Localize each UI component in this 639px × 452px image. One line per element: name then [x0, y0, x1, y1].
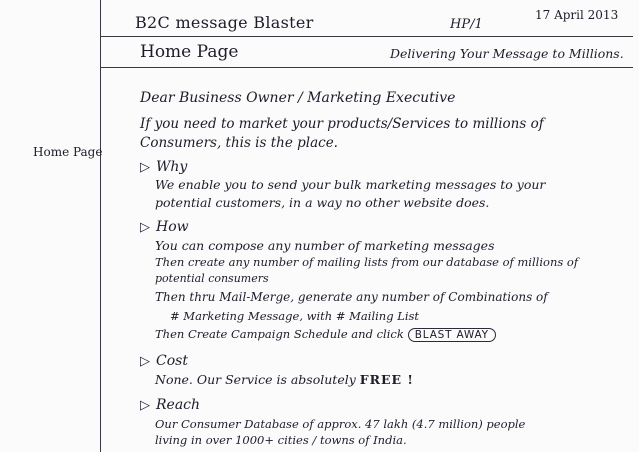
why-line-2: potential customers, in a way no other website does.: [155, 195, 490, 210]
section-why-label: Why: [156, 159, 188, 175]
how-line-5: # Marketing Message, with # Mailing List: [170, 309, 420, 323]
title-rule: [100, 67, 633, 68]
how-line-3: potential consumers: [155, 272, 269, 285]
how-line-2: Then create any number of mailing lists from our database of millions of: [155, 255, 579, 269]
section-cost-heading: [140, 353, 188, 369]
how-line-6: [155, 327, 496, 342]
intro-line-1: If you need to market your products/Services to millions of: [140, 116, 544, 132]
triangle-bullet-icon: ▷: [140, 220, 150, 235]
app-title: B2C message Blaster: [135, 13, 314, 32]
cost-line: [155, 372, 414, 387]
section-cost-label: Cost: [156, 353, 188, 369]
triangle-bullet-icon: ▷: [140, 398, 150, 413]
intro-line-2: Consumers, this is the place.: [140, 135, 338, 151]
reach-line-1: Our Consumer Database of approx. 47 lakh (4.7 million) people: [155, 417, 526, 431]
how-line-1: You can compose any number of marketing messages: [155, 238, 495, 253]
section-reach-label: Reach: [156, 397, 201, 413]
sidebar-item-home-page[interactable]: Home Page: [33, 145, 103, 159]
cost-text: None. Our Service is absolutely: [155, 372, 356, 387]
triangle-bullet-icon: ▷: [140, 160, 150, 175]
date-label: 17 April 2013: [535, 8, 619, 22]
page-title: Home Page: [140, 42, 239, 62]
tagline: Delivering Your Message to Millions.: [390, 46, 624, 61]
page-code: HP/1: [450, 17, 483, 32]
blast-away-button[interactable]: BLAST AWAY: [408, 328, 496, 342]
cost-emphasis: FREE !: [359, 372, 414, 387]
header-rule: [100, 36, 633, 37]
triangle-bullet-icon: ▷: [140, 354, 150, 369]
how-line-6-text: Then Create Campaign Schedule and click: [155, 327, 404, 341]
section-how-heading: [140, 219, 189, 235]
section-reach-heading: [140, 397, 200, 413]
reach-line-2: living in over 1000+ cities / towns of India.: [155, 433, 407, 447]
section-how-label: How: [156, 219, 189, 235]
why-line-1: We enable you to send your bulk marketing messages to your: [155, 177, 546, 192]
how-line-4: Then thru Mail-Merge, generate any number of Combinations of: [155, 290, 548, 304]
greeting: Dear Business Owner / Marketing Executive: [140, 90, 456, 106]
section-why-heading: [140, 159, 187, 175]
